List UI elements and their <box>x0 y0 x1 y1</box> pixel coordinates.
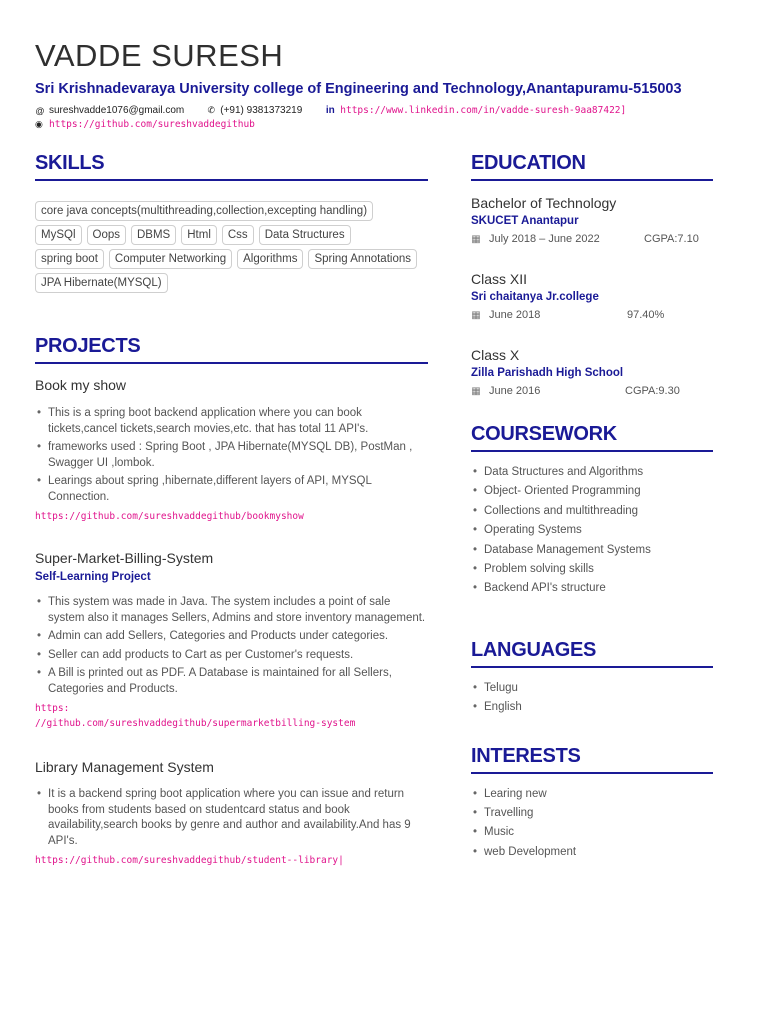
github-link[interactable]: https://github.com/sureshvaddegithub <box>49 119 255 130</box>
coursework-list <box>471 463 713 599</box>
project-subtitle: Self-Learning Project <box>35 571 151 583</box>
education-score: 97.40% <box>627 309 665 321</box>
list-item: • Music <box>471 823 713 842</box>
linkedin-icon: in <box>325 105 335 116</box>
education-school: Zilla Parishadh High School <box>471 367 624 379</box>
project-link[interactable]: https://github.com/sureshvaddegithub/bookmyshow <box>35 511 304 522</box>
education-date: June 2018 <box>489 309 541 321</box>
skills-section <box>35 152 428 297</box>
skill-chip: Spring Annotations <box>308 249 417 269</box>
github-icon: ◉ <box>35 119 43 129</box>
university-line: Sri Krishnadevaraya University college of Engineering and Technology,Anantapuramu-515003 <box>35 81 682 97</box>
calendar-icon: ▦ <box>471 385 481 397</box>
list-item: • Learing new <box>471 785 713 804</box>
skill-chip: Data Structures <box>259 225 351 245</box>
education-item <box>471 347 713 397</box>
languages-list <box>471 679 713 718</box>
project-bullets <box>35 406 428 505</box>
skill-chip: spring boot <box>35 249 104 269</box>
calendar-icon: ▦ <box>471 309 481 321</box>
list-item: • Collections and multithreading <box>471 502 713 521</box>
project-link[interactable] <box>35 701 428 731</box>
project-item <box>35 377 428 524</box>
skill-chip: JPA Hibernate(MYSQL) <box>35 273 168 293</box>
coursework-section <box>471 423 713 599</box>
list-item: • A Bill is printed out as PDF. A Database is maintained for all Sellers, Categories and Products. <box>35 666 428 697</box>
education-score: CGPA:7.10 <box>644 233 699 245</box>
left-column <box>35 152 428 868</box>
education-score: CGPA:9.30 <box>625 385 680 397</box>
project-item <box>35 550 428 731</box>
skill-chip: core java concepts(multithreading,collection,excepting handling) <box>35 201 373 221</box>
calendar-icon: ▦ <box>471 233 481 245</box>
projects-heading: PROJECTS <box>35 335 428 364</box>
list-item: • frameworks used : Spring Boot , JPA Hibernate(MYSQL DB), PostMan , Swagger UI ,lombok. <box>35 440 428 471</box>
education-item <box>471 271 713 321</box>
education-meta <box>471 233 713 245</box>
education-section <box>471 152 713 397</box>
candidate-name: VADDE SURESH <box>35 38 284 73</box>
list-item: • Learings about spring ,hibernate,different layers of API, MYSQL Connection. <box>35 474 428 505</box>
interests-section <box>471 745 713 863</box>
phone-contact[interactable] <box>206 105 302 116</box>
project-title: Book my show <box>35 377 127 393</box>
skill-chip: Algorithms <box>237 249 303 269</box>
project-bullets <box>35 595 428 697</box>
skill-chip: Oops <box>87 225 127 245</box>
email-contact[interactable] <box>35 105 184 116</box>
education-item <box>471 195 713 245</box>
list-item: • Seller can add products to Cart as per Customer's requests. <box>35 648 428 664</box>
right-column <box>471 152 713 862</box>
phone-text: (+91) 9381373219 <box>220 105 303 116</box>
list-item: • Backend API's structure <box>471 579 713 598</box>
education-meta <box>471 309 713 321</box>
project-title: Super-Market-Billing-System <box>35 550 214 566</box>
list-item: • web Development <box>471 843 713 862</box>
skill-chip: MySQl <box>35 225 82 245</box>
skills-list <box>35 201 428 297</box>
project-link[interactable]: https://github.com/sureshvaddegithub/student--library| <box>35 855 344 866</box>
languages-section <box>471 639 713 718</box>
education-school: SKUCET Anantapur <box>471 215 579 227</box>
education-degree: Bachelor of Technology <box>471 195 617 211</box>
interests-list <box>471 785 713 863</box>
contact-row <box>35 105 648 116</box>
languages-heading: LANGUAGES <box>471 639 713 668</box>
education-date: June 2016 <box>489 385 541 397</box>
education-heading: EDUCATION <box>471 152 713 181</box>
project-title: Library Management System <box>35 759 214 775</box>
education-degree: Class XII <box>471 271 528 287</box>
phone-icon: ✆ <box>207 105 215 115</box>
linkedin-link[interactable]: https://www.linkedin.com/in/vadde-suresh-9aa87422] <box>340 105 627 116</box>
education-degree: Class X <box>471 347 520 363</box>
interests-heading: INTERESTS <box>471 745 713 774</box>
email-text: sureshvadde1076@gmail.com <box>49 105 185 116</box>
skill-chip: Computer Networking <box>109 249 232 269</box>
project-link-line[interactable]: //github.com/sureshvaddegithub/supermarketbilling-system <box>35 718 356 729</box>
list-item: • Admin can add Sellers, Categories and Products under categories. <box>35 629 428 645</box>
project-item <box>35 759 428 868</box>
list-item: • This system was made in Java. The system includes a point of sale system also it manages Sellers, Admins and store inventory management. <box>35 595 428 626</box>
list-item: • Object- Oriented Programming <box>471 482 713 501</box>
education-school: Sri chaitanya Jr.college <box>471 291 599 303</box>
skill-chip: DBMS <box>131 225 176 245</box>
projects-section <box>35 335 428 868</box>
project-link-line[interactable]: https: <box>35 703 70 714</box>
skills-heading: SKILLS <box>35 152 428 181</box>
skill-chip: Html <box>181 225 217 245</box>
list-item: • Database Management Systems <box>471 541 713 560</box>
project-bullets <box>35 787 428 849</box>
list-item: • Operating Systems <box>471 521 713 540</box>
education-meta <box>471 385 713 397</box>
skill-chip: Css <box>222 225 254 245</box>
at-sign-icon: @ <box>35 105 45 116</box>
list-item: • Problem solving skills <box>471 560 713 579</box>
list-item: • Travelling <box>471 804 713 823</box>
coursework-heading: COURSEWORK <box>471 423 713 452</box>
list-item: • This is a spring boot backend application where you can book tickets,cancel tickets,search movies,etc. that has total 11 API's. <box>35 406 428 437</box>
list-item: • Data Structures and Algorithms <box>471 463 713 482</box>
list-item: • English <box>471 698 713 717</box>
linkedin-contact[interactable] <box>324 105 626 116</box>
list-item: • Telugu <box>471 679 713 698</box>
github-contact[interactable] <box>35 119 255 130</box>
education-date: July 2018 – June 2022 <box>489 233 600 245</box>
list-item: • It is a backend spring boot application where you can issue and return books from students based on studentcard status and book availability,search books by genre and author and availability.And has 9 API's. <box>35 787 428 849</box>
